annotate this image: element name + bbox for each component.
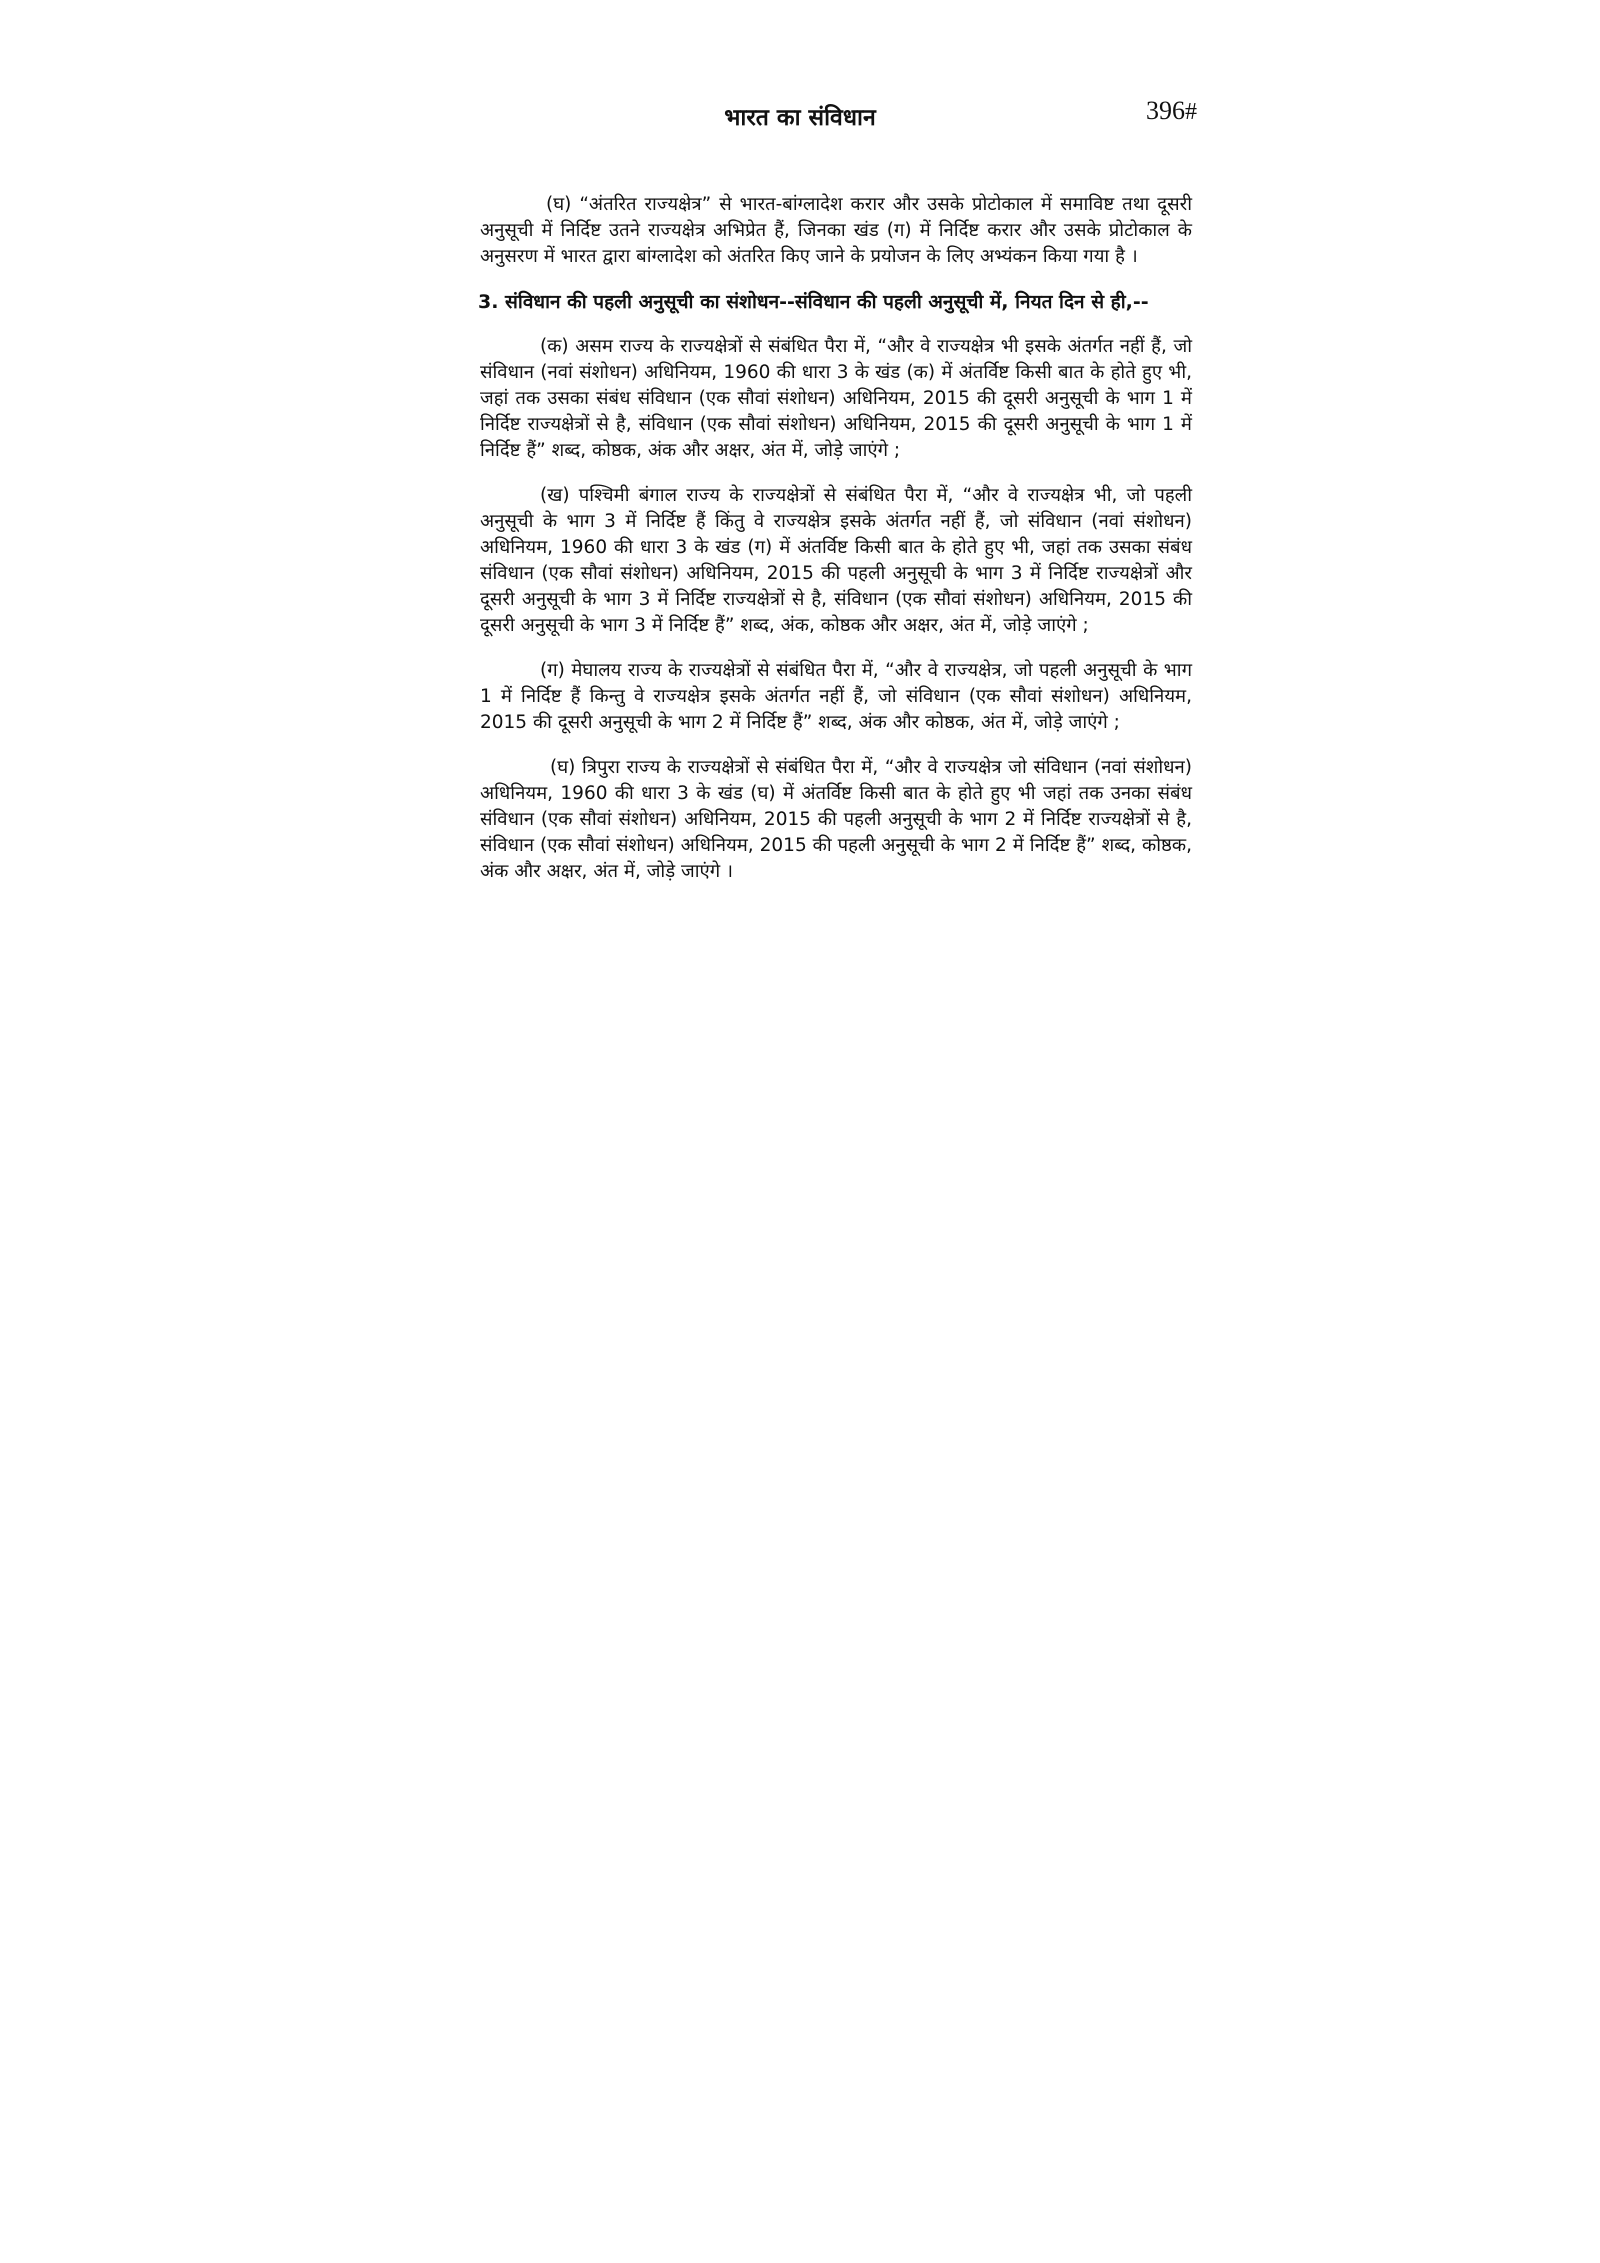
clause-kha-west-bengal: (ख) पश्चिमी बंगाल राज्य के राज्यक्षेत्रों से संबंधित पैरा में, “और वे राज्यक्षेत्र भी, जो पहली अनुसूची के भाग 3 में निर्दिष्ट हैं किंतु वे राज्यक्षेत्र इसके अंतर्गत नहीं हैं, जो संविधान (नवां संशोधन) अधिनियम, 1960 की धारा 3 के खंड (ग) में अंतर्विष्ट किसी बात के होते हुए भी, जहां तक उसका संबंध संविधान (एक सौवां संशोधन) अधिनियम, 2015 की पहली अनुसूची के भाग 3 में निर्दिष्ट राज्यक्षेत्रों और दूसरी अनुसूची के भाग 3 में निर्दिष्ट राज्यक्षेत्रों से है, संविधान (एक सौवां संशोधन) अधिनियम, 2015 की दूसरी अनुसूची के भाग 3 में निर्दिष्ट हैं” शब्द, अंक, कोष्ठक और अक्षर, अंत में, जोड़े जाएंगे ;: [480, 485, 1192, 636]
clause-ka-assam: (क) असम राज्य के राज्यक्षेत्रों से संबंधित पैरा में, “और वे राज्यक्षेत्र भी इसके अंतर्गत नहीं हैं, जो संविधान (नवां संशोधन) अधिनियम, 1960 की धारा 3 के खंड (क) में अंतर्विष्ट किसी बात के होते हुए भी, जहां तक उसका संबंध संविधान (एक सौवां संशोधन) अधिनियम, 2015 की दूसरी अनुसूची के भाग 1 में निर्दिष्ट राज्यक्षेत्रों से है, संविधान (एक सौवां संशोधन) अधिनियम, 2015 की दूसरी अनुसूची के भाग 1 में निर्दिष्ट हैं” शब्द, कोष्ठक, अंक और अक्षर, अंत में, जोड़े जाएंगे ;: [480, 336, 1192, 461]
running-title: भारत का संविधान: [724, 105, 876, 131]
page-number: [1146, 96, 1197, 126]
document-body: [480, 192, 1192, 904]
clause-gha-tripura: (घ) त्रिपुरा राज्य के राज्यक्षेत्रों से संबंधित पैरा में, “और वे राज्यक्षेत्र जो संविधान (नवां संशोधन) अधिनियम, 1960 की धारा 3 के खंड (घ) में अंतर्विष्ट किसी बात के होते हुए भी जहां तक उनका संबंध संविधान (एक सौवां संशोधन) अधिनियम, 2015 की पहली अनुसूची के भाग 2 में निर्दिष्ट राज्यक्षेत्रों से है, संविधान (एक सौवां संशोधन) अधिनियम, 2015 की पहली अनुसूची के भाग 2 में निर्दिष्ट हैं” शब्द, कोष्ठक, अंक और अक्षर, अंत में, जोड़े जाएंगे ।: [480, 757, 1192, 882]
page-number-value: 396: [1146, 96, 1185, 125]
section-3-heading: 3. संविधान की पहली अनुसूची का संशोधन--संविधान की पहली अनुसूची में, नियत दिन से ही,--: [478, 291, 1149, 313]
page-mark: #: [1185, 99, 1197, 125]
clause-ga-meghalaya: (ग) मेघालय राज्य के राज्यक्षेत्रों से संबंधित पैरा में, “और वे राज्यक्षेत्र, जो पहली अनुसूची के भाग 1 में निर्दिष्ट हैं किन्तु वे राज्यक्षेत्र इसके अंतर्गत नहीं हैं, जो संविधान (एक सौवां संशोधन) अधिनियम, 2015 की दूसरी अनुसूची के भाग 2 में निर्दिष्ट हैं” शब्द, अंक और कोष्ठक, अंत में, जोड़े जाएंगे ;: [480, 660, 1192, 733]
definition-clause-gha: (घ) “अंतरित राज्यक्षेत्र” से भारत-बांग्लादेश करार और उसके प्रोटोकाल में समाविष्ट तथा दूसरी अनुसूची में निर्दिष्ट उतने राज्यक्षेत्र अभिप्रेत हैं, जिनका खंड (ग) में निर्दिष्ट करार और उसके प्रोटोकाल के अनुसरण में भारत द्वारा बांग्लादेश को अंतरित किए जाने के प्रयोजन के लिए अभ्यंकन किया गया है ।: [480, 194, 1192, 267]
